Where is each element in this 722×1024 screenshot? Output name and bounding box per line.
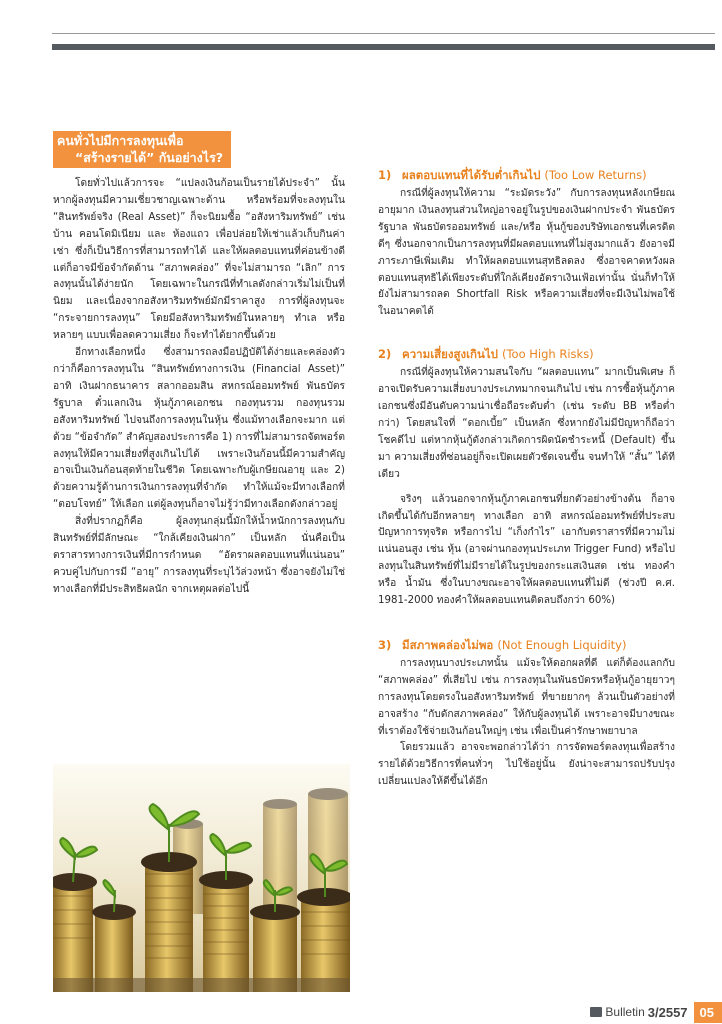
left-paragraph-3: สิ่งที่ปรากฏก็คือ ผู้ลงทุนกลุ่มนี้มักให้น้ำหนักการลงทุนกับสินทรัพย์ที่มีลักษณะ “ใกล้เคียงเงินฝาก” เป็นหลัก นั่นคือเป็นตราสารทางการเงินที่มีการกำหนด “อัตราผลตอบแทนที่แน่นอน” ควบคู่ไปกับการมี “อายุ” การลงทุนที่ระบุไว้ล่วงหน้า ซึ่งอาจยังไม่ใช่ทางเลือกที่มีประสิทธิผลนัก จากเหตุผลต่อไปนี้	[53, 516, 345, 595]
section-1-paragraph: กรณีที่ผู้ลงทุนให้ความ “ระมัดระวัง” กับการลงทุนหลังเกษียณอายุมาก เงินลงทุนส่วนใหญ่อาจอยู่ในรูปของเงินฝากประจำ พันธบัตรรัฐบาล พันธบัตรออมทรัพย์ และ/หรือ หุ้นกู้ของบริษัทเอกชนที่เครดิตดีๆ ซึ่งนอกจากเป็นการลงทุนที่มีผลตอบแทนที่ไม่สูงมากแล้ว ยังอาจมีภาระภาษีเพิ่มเติม ทำให้ผลตอบแทนสุทธิลดลง ซึ่งอาจคาดหวังผลตอบแทนสุทธิได้เพียงระดับที่ใกล้เคียงอัตราเงินเฟ้อเท่านั้น นั่นก็ทำให้ยังไม่สามารถลด Shortfall Risk หรือความเสี่ยงที่จะมีเงินไม่พอใช้ในอนาคตได้	[378, 188, 675, 318]
article-title-line2: “สร้างรายได้” กันอย่างไร?	[75, 150, 224, 165]
section-2-paragraph-2: จริงๆ แล้วนอกจากหุ้นกู้ภาคเอกชนที่ยกตัวอย่างข้างต้น ก็อาจเกิดขึ้นได้กับอีกหลายๆ ทางเลือก อาทิ สหกรณ์ออมทรัพย์ที่ประสบปัญหาการทุจริต หรือการไป “เก็งกำไร” เอากับตราสารที่มีความไม่แน่นอนสูง เช่น หุ้น (อาจผ่านกองทุนประเภท Trigger Fund) หรือไปลงทุนในสินทรัพย์ที่ไม่มีรายได้ในรูปของกระแสเงินสด เช่น ทองคำ หรือ น้ำมัน ซึ่งในบางขณะอาจให้ผลตอบแทนที่ไม่ดี (ช่วงปี ค.ศ. 1981-2000 ทองคำให้ผลตอบแทนติดลบถึงกว่า 60%)	[378, 493, 675, 607]
bulletin-logo-icon	[590, 1007, 602, 1017]
right-column	[378, 166, 675, 791]
section-3-heading	[378, 636, 675, 654]
section-2-heading	[378, 345, 675, 363]
section-1-heading	[378, 166, 675, 184]
top-rule-bar	[52, 44, 715, 50]
section-3-number: 3)	[378, 637, 392, 652]
section-3-title-en: (Not Enough Liquidity)	[497, 637, 627, 652]
page-footer	[590, 1000, 722, 1024]
section-2-number: 2)	[378, 347, 392, 362]
section-1-title-th: ผลตอบแทนที่ได้รับต่ำเกินไป	[402, 168, 541, 182]
coins-seedlings-photo	[53, 764, 350, 992]
footer-issue-number: 3/2557	[647, 1004, 688, 1020]
section-1-title-en: (Too Low Returns)	[544, 168, 647, 182]
left-paragraph-2: อีกทางเลือกหนึ่ง ซึ่งสามารถลงมือปฏิบัติได้ง่ายและคล่องตัวกว่าก็คือการลงทุนใน “สินทรัพย์ทางการเงิน (Financial Asset)” อาทิ เงินฝากธนาคาร สลากออมสิน สหกรณ์ออมทรัพย์ พันธบัตรรัฐบาล ตั๋วแลกเงิน หุ้นกู้ภาคเอกชน กองทุนรวม กองทุนรวมอสังหาริมทรัพย์ ไปจนถึงการลงทุนในหุ้น ซึ่งแม้ทางเลือกจะมาก แต่ด้วย “ข้อจำกัด” สำคัญสองประการคือ 1) การที่ไม่สามารถจัดพอร์ตลงทุนให้มีความเสี่ยงที่สูงเกินไปได้ เพราะเงินก้อนนี้มีความสำคัญอาจเป็นเงินก้อนสุดท้ายในชีวิต โดยเฉพาะกับผู้เกษียณอายุ และ 2) ด้วยความรู้ด้านการเงินการลงทุนที่จำกัด ทำให้แม้จะมีทางเลือกที่ “ตอบโจทย์” ให้เลือก แต่ผู้ลงทุนก็อาจไม่รู้ว่ามีทางเลือกดังกล่าวอยู่	[53, 347, 345, 511]
section-3-paragraph-1: การลงทุนบางประเภทนั้น แม้จะให้ดอกผลที่ดี แต่ก็ต้องแลกกับ “สภาพคล่อง” ที่เสียไป เช่น การลงทุนในพันธบัตรหรือหุ้นกู้อายุยาวๆ การลงทุนโดยตรงในอสังหาริมทรัพย์ ที่ขายยากๆ ล้วนเป็นตัวอย่างที่อาจสร้าง “กับดักสภาพคล่อง” ให้กับผู้ลงทุนได้ เพราะอาจมีบางขณะที่เราต้องใช้จ่ายเงินก้อนใหญ่ๆ เช่น เพื่อเป็นค่ารักษาพยาบาล	[378, 657, 675, 737]
section-2-title-en: (Too High Risks)	[501, 347, 594, 362]
left-paragraph-1: โดยทั่วไปแล้วการจะ “แปลงเงินก้อนเป็นรายได้ประจำ” นั้น หากผู้ลงทุนมีความเชี่ยวชาญเฉพาะด้าน หรือพร้อมที่จะลงทุนใน “สินทรัพย์จริง (Real Asset)” ก็จะนิยมซื้อ “อสังหาริมทรัพย์” เช่น บ้าน คอนโดมิเนียม และ ห้องแถว เพื่อปล่อยให้เช่าแล้วเก็บกินค่าเช่า ซึ่งก็เป็นวิธีการที่สามารถทำได้ และให้ผลตอบแทนที่ค่อนข้างดี แต่ก็อาจมีข้อจำกัดด้าน “สภาพคล่อง” ที่จะไม่สามารถ “เลิก” การลงทุนนั้นได้ง่ายนัก โดยเฉพาะในกรณีที่ทำเลดังกล่าวเริ่มไม่เป็นที่นิยม และเนื่องจากอสังหาริมทรัพย์มักมีราคาสูง การที่ผู้ลงทุนจะ “กระจายการลงทุน” โดยมีอสังหาริมทรัพย์ในหลายๆ ทำเล หรือหลายๆ แบบเพื่อลดความเสี่ยง ก็จะทำได้ยากขึ้นด้วย	[53, 178, 345, 342]
left-column	[53, 176, 345, 599]
section-3-paragraph-2: โดยรวมแล้ว อาจจะพอกล่าวได้ว่า การจัดพอร์ตลงทุนเพื่อสร้างรายได้ด้วยวิธีการที่คนทั่วๆ ไปใช้อยู่นั้น ยังน่าจะสามารถปรับปรุงเปลี่ยนแปลงให้ดีขึ้นได้อีก	[378, 742, 675, 788]
footer-page-number: 05	[694, 1002, 722, 1023]
footer-publication-name: Bulletin	[605, 1005, 645, 1019]
coins-seedlings-illustration	[53, 764, 350, 992]
section-2-title-th: ความเสี่ยงสูงเกินไป	[402, 347, 498, 362]
top-rule-thin	[52, 33, 715, 34]
article-title-line1: คนทั่วไปมีการลงทุนเพื่อ	[57, 133, 184, 148]
section-1-number: 1)	[378, 168, 392, 182]
section-2-paragraph-1: กรณีที่ผู้ลงทุนให้ความสนใจกับ “ผลตอบแทน” มากเป็นพิเศษ ก็อาจเปิดรับความเสี่ยงบางประเภทมากจนเกินไป เช่น การซื้อหุ้นกู้ภาคเอกชนซึ่งมีอันดับความน่าเชื่อถือระดับต่ำ (เช่น ระดับ BB หรือต่ำกว่า) โดยสนใจที่ “ดอกเบี้ย” เป็นหลัก ซึ่งหากยังไม่มีปัญหาก็ถือว่าโชคดีไป แต่หากหุ้นกู้ดังกล่าวเกิดการผิดนัดชำระหนี้ (Default) ขึ้นมา ความเสี่ยงที่ซ่อนอยู่ก็จะเปิดเผยตัวชัดเจนขึ้น จนทำให้ “สั้น” ได้ทีเดียว	[378, 367, 675, 480]
section-3-title-th: มีสภาพคล่องไม่พอ	[402, 637, 494, 652]
article-title-box	[53, 131, 231, 168]
